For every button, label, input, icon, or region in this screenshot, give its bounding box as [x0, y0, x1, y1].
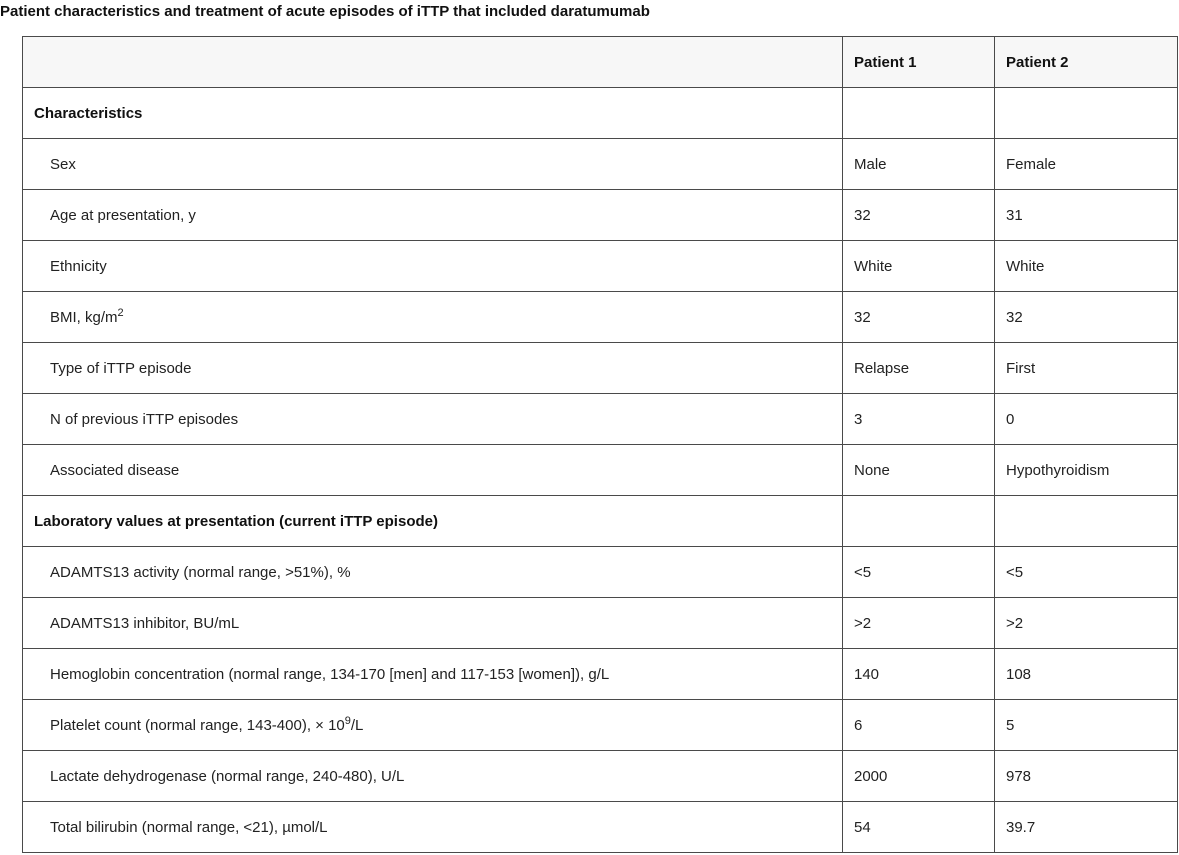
- table-row: [23, 394, 1178, 445]
- row-label-text: ADAMTS13 activity (normal range, >51%), %: [50, 563, 351, 581]
- patient-1-value: 32: [843, 292, 995, 343]
- table-caption: Patient characteristics and treatment of acute episodes of iTTP that included daratumumab: [0, 3, 650, 20]
- table-row: [23, 649, 1178, 700]
- row-label-text: Age at presentation, y: [50, 206, 196, 224]
- row-label: [23, 700, 843, 751]
- row-label: [23, 343, 843, 394]
- patient-2-value: >2: [995, 598, 1178, 649]
- row-label: [23, 802, 843, 853]
- patient-1-value: None: [843, 445, 995, 496]
- patient-2-value: [995, 496, 1178, 547]
- section-label: [23, 496, 843, 547]
- patient-characteristics-table: [22, 36, 1178, 853]
- patient-1-value: 2000: [843, 751, 995, 802]
- row-label-superscript: 9: [344, 714, 351, 727]
- row-label: [23, 445, 843, 496]
- table-row: [23, 802, 1178, 853]
- patient-2-value: 31: [995, 190, 1178, 241]
- patient-1-value: >2: [843, 598, 995, 649]
- patient-2-value: <5: [995, 547, 1178, 598]
- patient-2-value: 32: [995, 292, 1178, 343]
- row-label-text: Type of iTTP episode: [50, 359, 192, 377]
- table-row: [23, 700, 1178, 751]
- table-row: [23, 343, 1178, 394]
- patient-1-value: 54: [843, 802, 995, 853]
- patient-1-value: White: [843, 241, 995, 292]
- patient-2-value: White: [995, 241, 1178, 292]
- row-label-text: BMI, kg/m: [50, 308, 118, 326]
- patient-2-value: [995, 88, 1178, 139]
- header-label: [23, 37, 843, 88]
- row-label-text: Hemoglobin concentration (normal range, 134-170 [men] and 117-153 [women]), g/L: [50, 665, 610, 683]
- patient-1-value: <5: [843, 547, 995, 598]
- patient-1-value: [843, 496, 995, 547]
- table-row: [23, 445, 1178, 496]
- row-label-text: ADAMTS13 inhibitor, BU/mL: [50, 614, 240, 632]
- patient-1-value: 6: [843, 700, 995, 751]
- table-section-row: [23, 496, 1178, 547]
- row-label-text: Platelet count (normal range, 143-400), × 10: [50, 716, 345, 734]
- row-label-text: Sex: [50, 155, 76, 173]
- row-label: [23, 241, 843, 292]
- row-label-text: N of previous iTTP episodes: [50, 410, 239, 428]
- header-patient-2: Patient 2: [995, 37, 1178, 88]
- patient-2-value: First: [995, 343, 1178, 394]
- row-label-text: Characteristics: [34, 104, 143, 122]
- table-body: [23, 88, 1178, 853]
- patient-table-container: [22, 36, 1177, 853]
- patient-1-value: Relapse: [843, 343, 995, 394]
- row-label: [23, 190, 843, 241]
- patient-2-value: Hypothyroidism: [995, 445, 1178, 496]
- patient-1-value: [843, 88, 995, 139]
- row-label: [23, 598, 843, 649]
- patient-2-value: Female: [995, 139, 1178, 190]
- row-label-text: Total bilirubin (normal range, <21), µmol/L: [50, 818, 328, 836]
- table-row: [23, 292, 1178, 343]
- table-row: [23, 598, 1178, 649]
- row-label-suffix: /L: [350, 716, 364, 734]
- patient-2-value: 108: [995, 649, 1178, 700]
- patient-2-value: 978: [995, 751, 1178, 802]
- table-header-row: [23, 37, 1178, 88]
- table-row: [23, 547, 1178, 598]
- row-label-text: Ethnicity: [50, 257, 107, 275]
- patient-2-value: 0: [995, 394, 1178, 445]
- row-label-superscript: 2: [117, 306, 124, 319]
- table-row: [23, 241, 1178, 292]
- row-label: [23, 394, 843, 445]
- patient-1-value: 32: [843, 190, 995, 241]
- row-label: [23, 139, 843, 190]
- row-label: [23, 751, 843, 802]
- header-patient-1: Patient 1: [843, 37, 995, 88]
- row-label: [23, 649, 843, 700]
- patient-2-value: 5: [995, 700, 1178, 751]
- patient-1-value: 140: [843, 649, 995, 700]
- row-label-text: Lactate dehydrogenase (normal range, 240-480), U/L: [50, 767, 405, 785]
- row-label-text: Associated disease: [50, 461, 180, 479]
- patient-2-value: 39.7: [995, 802, 1178, 853]
- table-section-row: [23, 88, 1178, 139]
- table-row: [23, 190, 1178, 241]
- table-row: [23, 139, 1178, 190]
- row-label: [23, 547, 843, 598]
- section-label: [23, 88, 843, 139]
- patient-1-value: Male: [843, 139, 995, 190]
- row-label-text: Laboratory values at presentation (current iTTP episode): [34, 512, 438, 530]
- patient-1-value: 3: [843, 394, 995, 445]
- table-row: [23, 751, 1178, 802]
- row-label: [23, 292, 843, 343]
